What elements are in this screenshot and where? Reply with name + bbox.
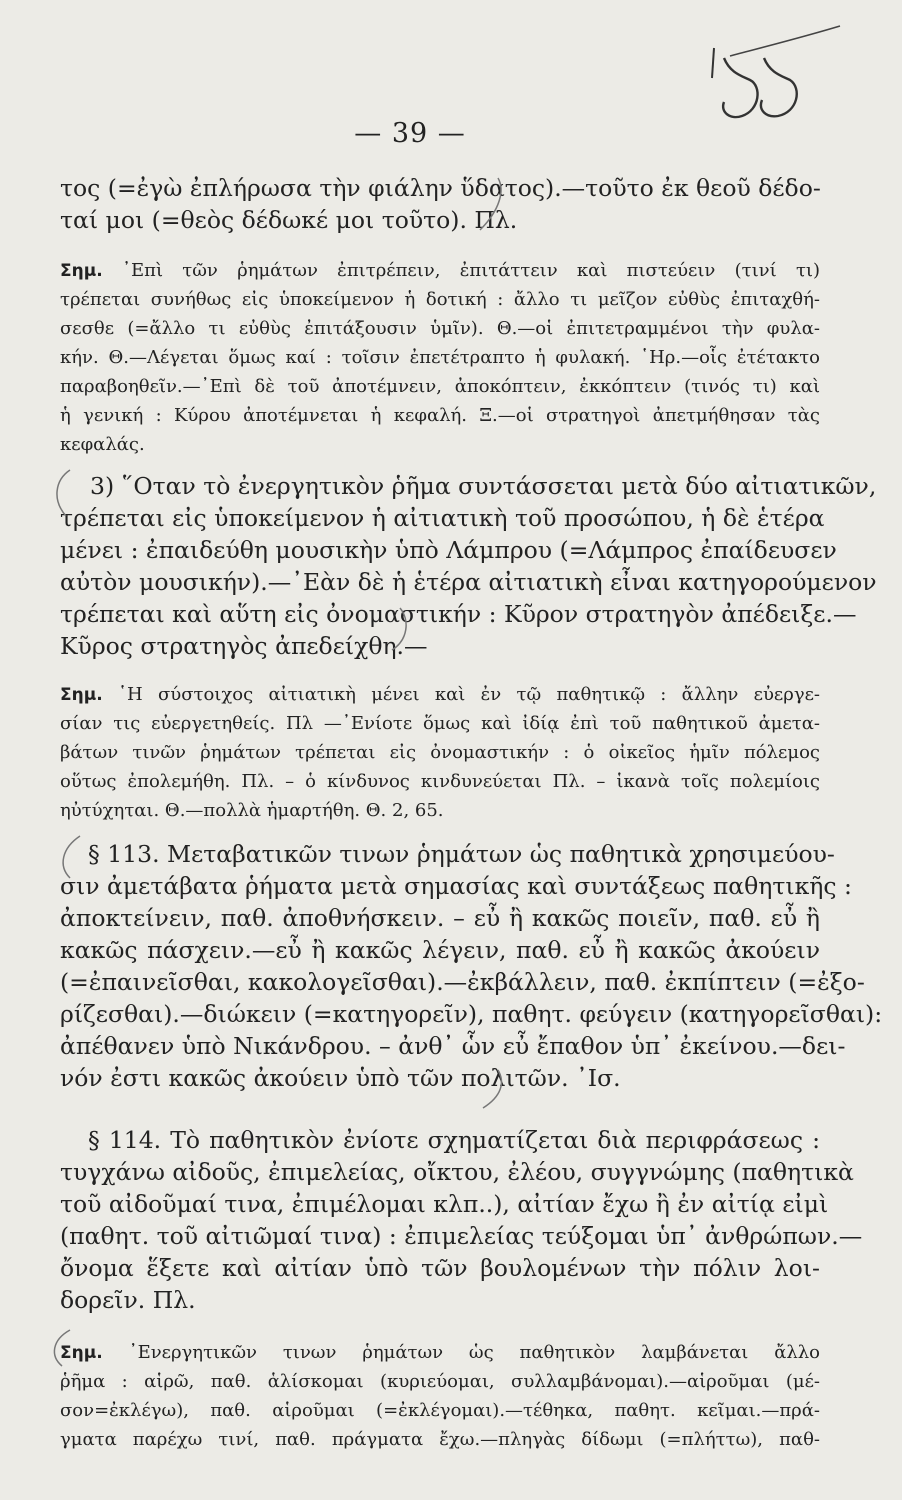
text-line: μένει : ἐπαιδεύθη μουσικὴν ὑπὸ Λάμπρου (=Λάμπρος ἐπαίδευσεν [60,536,837,564]
text-line: τυγχάνω αἰδοῦς, ἐπιμελείας, οἴκτου, ἐλέου, συγγνώμης (παθητικὰ [60,1158,854,1186]
text-line: § 113. Μεταβατικῶν τινων ῥημάτων ὡς παθητικὰ χρησιμεύου- [88,840,835,868]
text-line: οὕτως ἐπολεμήθη. Πλ. – ὁ κίνδυνος κινδυνεύεται Πλ. – ἱκανὰ τοῖς πολεμίοις [60,771,820,792]
paragraph-3 [60,470,877,662]
text-line: κακῶς πάσχειν.—εὖ ἢ κακῶς λέγειν, παθ. εὖ ἢ κακῶς ἀκούειν [60,936,820,964]
text-line: σίαν τις εὐεργετηθείς. Πλ —᾿Ενίοτε ὅμως καὶ ἰδίᾳ ἐπὶ τοῦ παθητικοῦ ἀμετα- [60,713,820,734]
text-line: αὐτὸν μουσικήν).—᾿Εὰν δὲ ἡ ἑτέρα αἰτιατικὴ εἶναι κατηγορούμενον [60,568,877,596]
text-line: βάτων τινῶν ῥημάτων τρέπεται εἰς ὀνομαστικήν : ὁ οἰκεῖος ἡμῖν πόλεμος [60,742,820,763]
text-line: ταί μοι (=θεὸς δέδωκέ μοι τοῦτο). Πλ. [60,206,518,234]
note-label: Σημ. [60,1343,103,1363]
text-line: § 114. Τὸ παθητικὸν ἐνίοτε σχηματίζεται διὰ περιφράσεως : [88,1126,820,1154]
paragraph-continuation [60,172,820,236]
text-line: σον=ἐκλέγω), παθ. αἱροῦμαι (=ἐκλέγομαι).—τέθηκα, παθητ. κεῖμαι.—πρά- [60,1400,820,1421]
text-line: (παθητ. τοῦ αἰτιῶμαί τινα) : ἐπιμελείας τεύξομαι ὑπ᾿ ἀνθρώπων.— [60,1222,863,1250]
text-line: ὄνομα ἕξετε καὶ αἰτίαν ὑπὸ τῶν βουλομένων τὴν πόλιν λοι- [60,1254,820,1282]
text-line: ῥῆμα : αἱρῶ, παθ. ἁλίσκομαι (κυριεύομαι, συλλαμβάνομαι).—αἱροῦμαι (μέ- [60,1371,820,1392]
text-line: γματα παρέχω τινί, παθ. πράγματα ἔχω.—πληγὰς δίδωμι (=πλήττω), παθ- [60,1429,820,1450]
text-line: ηὐτύχηται. Θ.—πολλὰ ἡμαρτήθη. Θ. 2, 65. [60,800,444,821]
text-line: νόν ἐστι κακῶς ἀκούειν ὑπὸ τῶν πολιτῶν. ᾿Ισ. [60,1064,621,1092]
note-1 [60,256,820,459]
text-line: τος (=ἐγὼ ἐπλήρωσα τὴν φιάλην ὕδατος).—τοῦτο ἐκ θεοῦ δέδο- [60,174,821,202]
note-text: ῾Η σύστοιχος αἰτιατικὴ μένει καὶ ἐν τῷ παθητικῷ : ἄλλην εὐεργε- [118,684,820,705]
text-line: (=ἐπαινεῖσθαι, κακολογεῖσθαι).—ἐκβάλλειν, παθ. ἐκπίπτειν (=ἐξο- [60,968,865,996]
note-label: Σημ. [60,685,103,705]
text-line: κεφαλάς. [60,434,145,455]
text-line: τρέπεται συνήθως εἰς ὑποκείμενον ἡ δοτική : ἄλλο τι μεῖζον εὐθὺς ἐπιταχθή- [60,289,820,310]
text-line: κήν. Θ.—Λέγεται ὅμως καί : τοῖσιν ἐπετέτραπτο ἡ φυλακή. ῾Ηρ.—οἷς ἐτέτακτο [60,347,820,368]
text-line: τοῦ αἰδοῦμαί τινα, ἐπιμέλομαι κλπ..), αἰτίαν ἔχω ἢ ἐν αἰτίᾳ εἰμὶ [60,1190,829,1218]
text-line [60,1338,820,1367]
section-113 [60,838,883,1094]
text-line: Κῦρος στρατηγὸς ἀπεδείχθη.— [60,632,428,660]
note-text: ᾿Επὶ τῶν ῥημάτων ἐπιτρέπειν, ἐπιτάττειν καὶ πιστεύειν (τινί τι) [121,260,820,281]
note-2 [60,680,820,825]
text-line: παραβοηθεῖν.—᾿Επὶ δὲ τοῦ ἀποτέμνειν, ἀποκόπτειν, ἐκκόπτειν (τινός τι) καὶ [60,376,820,397]
handwritten-margin-number [690,18,850,128]
text-line: ἡ γενική : Κύρου ἀποτέμνεται ἡ κεφαλή. Ξ.—οἱ στρατηγοὶ ἀπετμήθησαν τὰς [60,405,820,426]
note-3 [60,1338,820,1454]
section-114 [60,1124,863,1316]
note-label: Σημ. [60,261,103,281]
text-line: τρέπεται εἰς ὑποκείμενον ἡ αἰτιατικὴ τοῦ προσώπου, ἡ δὲ ἑτέρα [60,504,825,532]
text-line: 3) ῞Οταν τὸ ἐνεργητικὸν ῥῆμα συντάσσεται μετὰ δύο αἰτιατικῶν, [90,472,877,500]
text-line [60,680,820,709]
text-line: ἀποκτείνειν, παθ. ἀποθνήσκειν. – εὖ ἢ κακῶς ποιεῖν, παθ. εὖ ἢ [60,904,820,932]
text-line: τρέπεται καὶ αὕτη εἰς ὀνομαστικήν : Κῦρον στρατηγὸν ἀπέδειξε.— [60,600,857,628]
text-line [60,256,820,285]
page-number: — 39 — [354,118,466,149]
text-line: σιν ἀμετάβατα ῥήματα μετὰ σημασίας καὶ συντάξεως παθητικῆς : [60,872,852,900]
text-line: ρίζεσθαι).—διώκειν (=κατηγορεῖν), παθητ. φεύγειν (κατηγορεῖσθαι): [60,1000,883,1028]
text-line: ἀπέθανεν ὑπὸ Νικάνδρου. – ἀνθ᾿ ὧν εὖ ἔπαθον ὑπ᾿ ἐκείνου.—δει- [60,1032,846,1060]
text-line: σεσθε (=ἄλλο τι εὐθὺς ἐπιτάξουσιν ὑμῖν). Θ.—οἱ ἐπιτετραμμένοι τὴν φυλα- [60,318,820,339]
note-text: ᾿Ενεργητικῶν τινων ῥημάτων ὡς παθητικὸν λαμβάνεται ἄλλο [128,1342,820,1363]
text-line: δορεῖν. Πλ. [60,1286,196,1314]
